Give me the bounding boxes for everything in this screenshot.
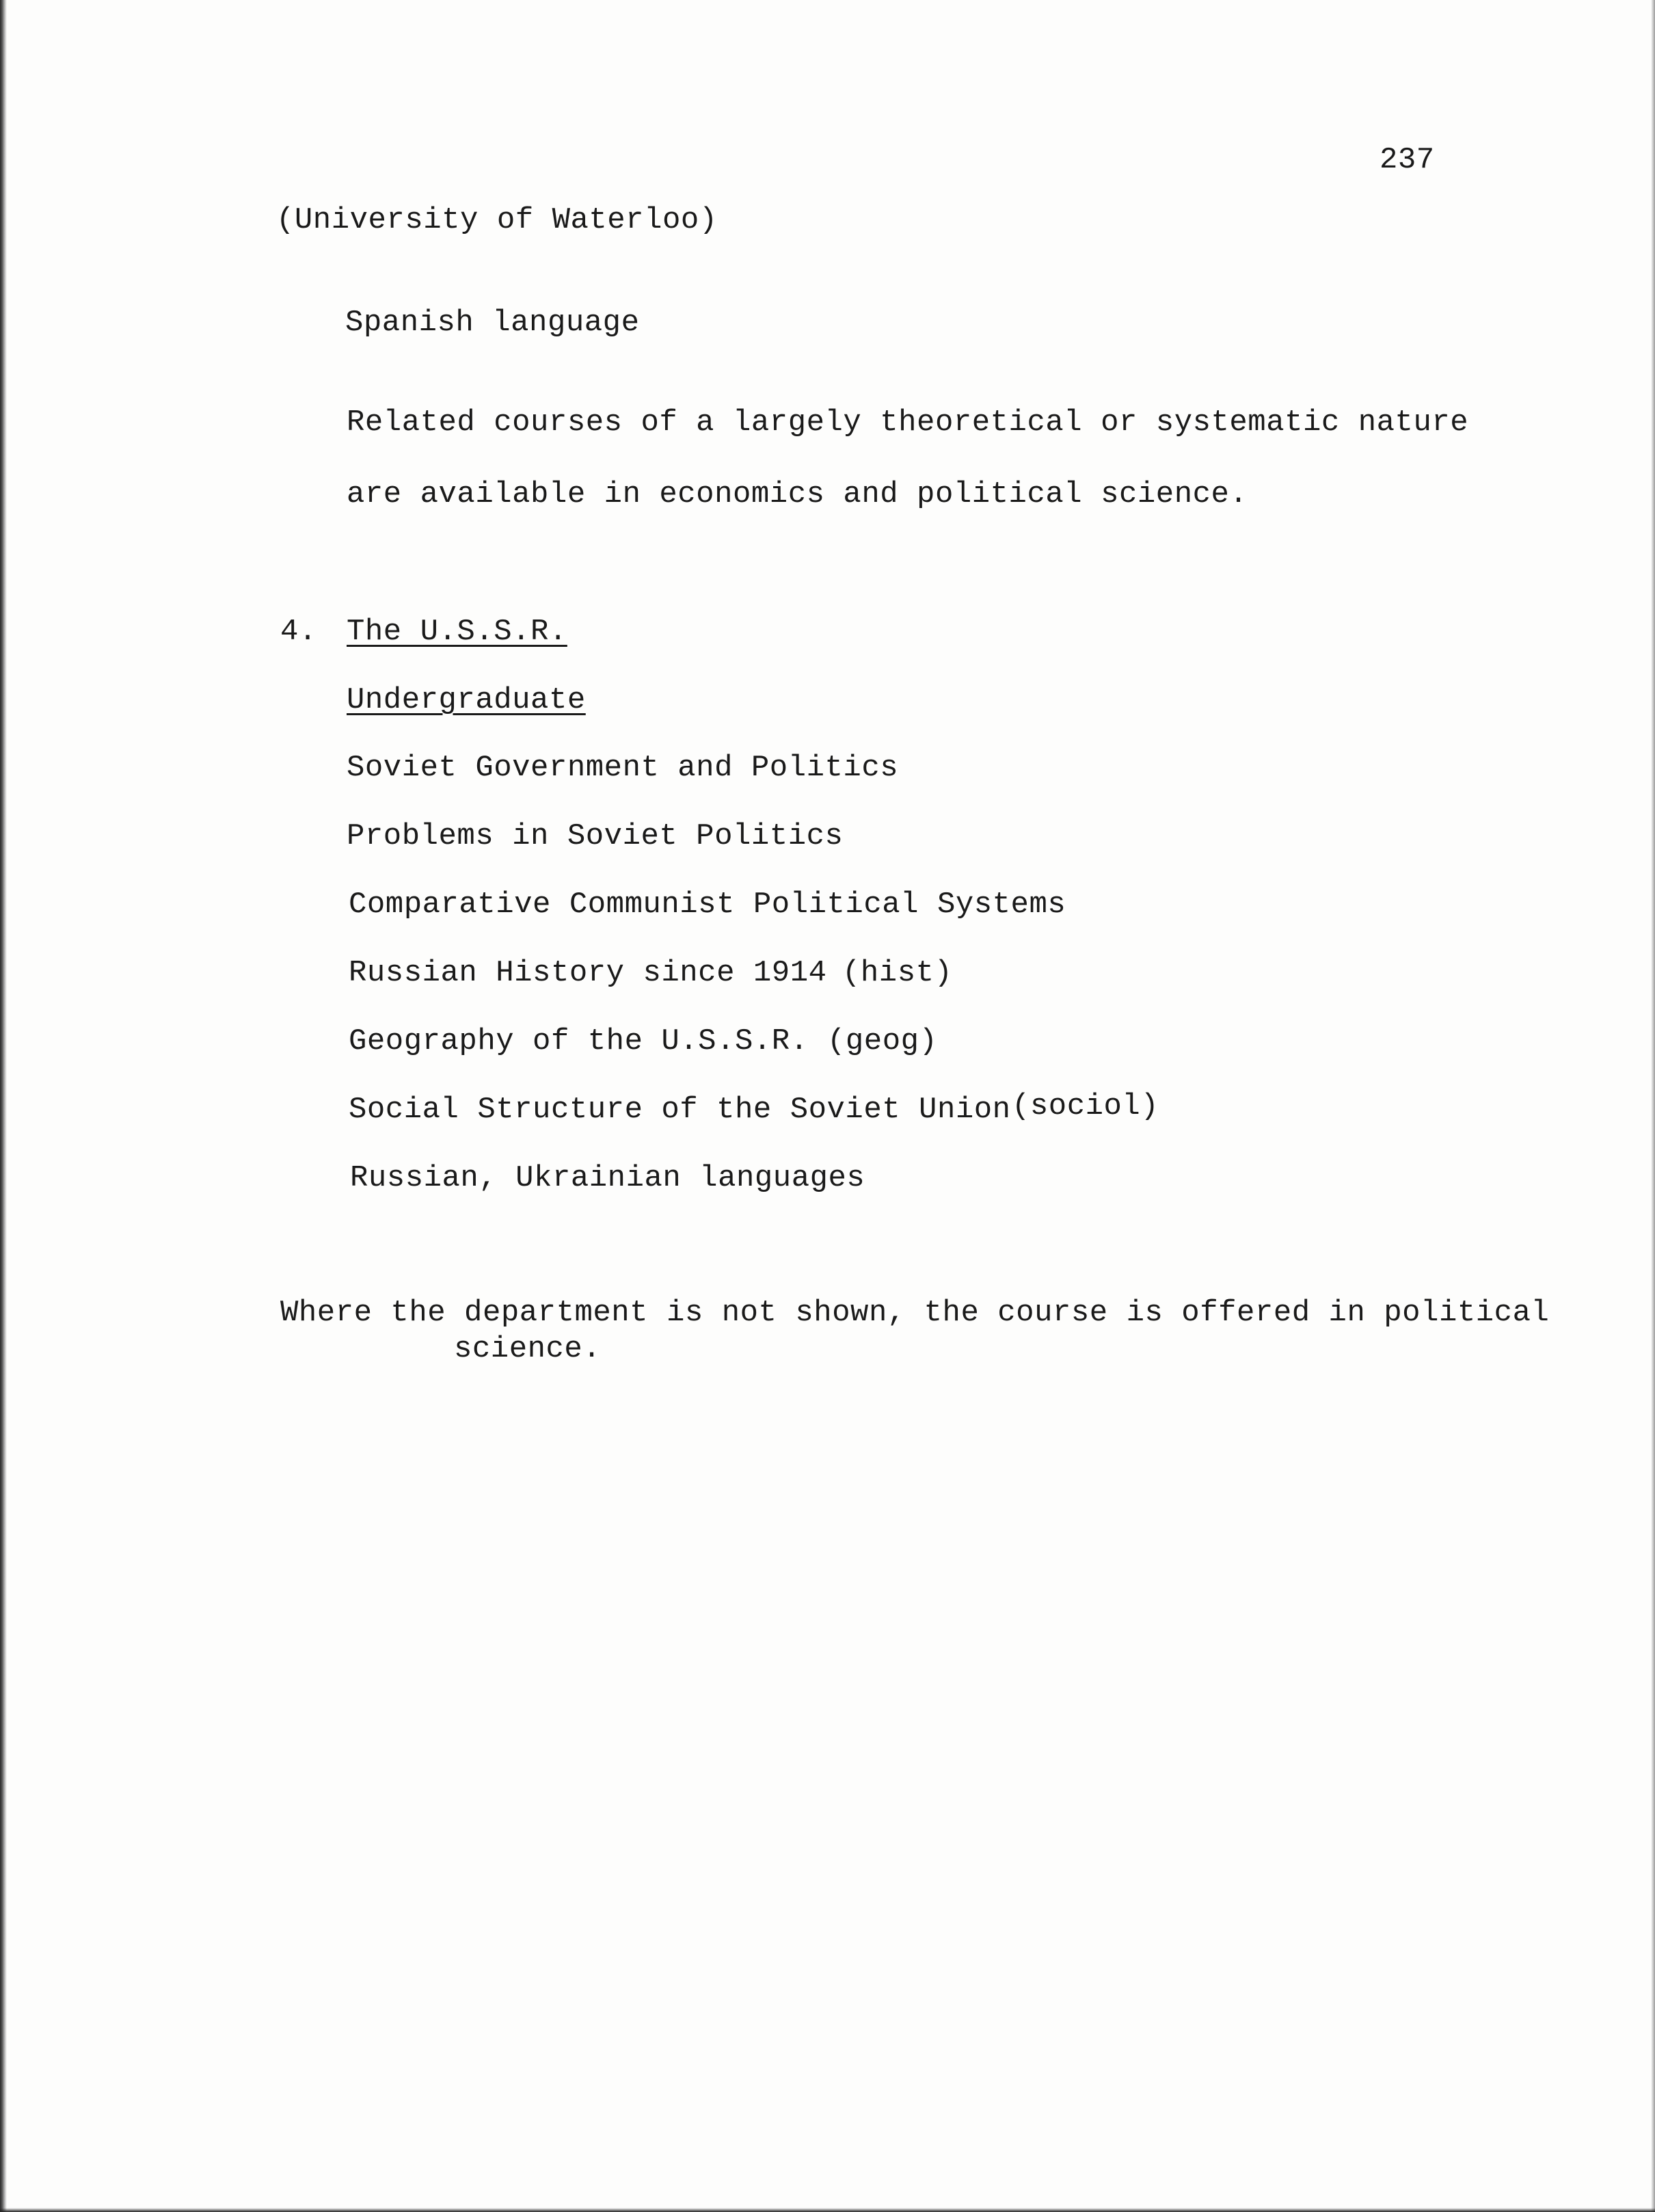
- course-item: [347, 818, 843, 854]
- course-item: [349, 1092, 1011, 1128]
- page-number: 237: [1380, 143, 1435, 177]
- course-item: [349, 1024, 809, 1059]
- undergraduate-subheading: Undergraduate: [347, 683, 586, 717]
- course-dept: (hist): [842, 956, 953, 990]
- course-name: Russian History since 1914: [349, 956, 827, 990]
- course-item: [350, 1160, 865, 1196]
- scan-edge-left: [0, 0, 7, 2212]
- footnote-line-1: Where the department is not shown, the course is offered in political: [280, 1296, 1550, 1330]
- spanish-language-line: Spanish language: [345, 306, 640, 340]
- related-courses-line-1: Related courses of a largely theoretical or systematic nature: [347, 405, 1469, 440]
- course-name: Geography of the U.S.S.R.: [349, 1024, 809, 1058]
- scan-edge-right: [1651, 0, 1655, 2212]
- course-item: [349, 887, 1066, 922]
- course-name: Social Structure of the Soviet Union: [349, 1093, 1011, 1127]
- course-item: [349, 955, 827, 991]
- course-name: Comparative Communist Political Systems: [349, 888, 1066, 922]
- course-item: [347, 750, 898, 786]
- section-number: 4.: [280, 615, 317, 649]
- course-dept: (geog): [827, 1024, 938, 1058]
- section-title: The U.S.S.R.: [347, 615, 567, 649]
- related-courses-line-2: are available in economics and political science.: [347, 477, 1248, 511]
- institution-heading: (University of Waterloo): [276, 203, 718, 237]
- course-name: Soviet Government and Politics: [347, 751, 899, 785]
- course-dept: (sociol): [1012, 1089, 1159, 1123]
- scan-edge-bottom: [0, 2208, 1655, 2212]
- footnote-line-2: science.: [454, 1332, 602, 1366]
- course-name: Problems in Soviet Politics: [347, 819, 844, 853]
- course-name: Russian, Ukrainian languages: [350, 1161, 865, 1195]
